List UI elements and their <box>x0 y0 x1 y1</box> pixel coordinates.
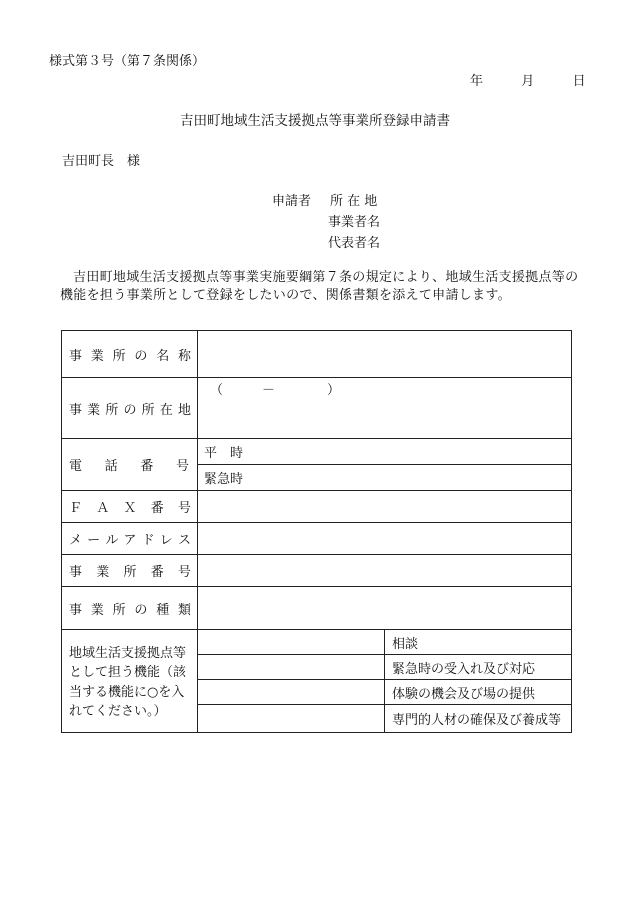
office-name-field[interactable] <box>198 331 572 378</box>
form-number: 様式第３号（第７条関係） <box>49 54 206 69</box>
phone-normal-label: 平 時 <box>204 446 244 461</box>
function-check-cell[interactable] <box>198 705 385 733</box>
fax-field[interactable] <box>198 491 572 523</box>
document-title: 吉田町地域生活支援拠点等事業所登録申請書 <box>180 113 450 129</box>
table-row <box>62 630 572 655</box>
table-row <box>62 523 572 555</box>
fax-label: Ｆ Ａ Ｘ 番 号 <box>62 491 198 523</box>
table-row <box>62 439 572 465</box>
applicant-label: 申請者 <box>272 194 312 209</box>
office-address-field[interactable] <box>198 378 572 439</box>
date-day-label: 日 <box>572 74 586 89</box>
applicant-representative-label: 代表者名 <box>328 236 381 251</box>
email-label: メ ー ル ア ド レ ス <box>62 523 198 555</box>
phone-emergency-field[interactable] <box>198 465 572 491</box>
function-check-cell[interactable] <box>198 630 385 655</box>
table-row <box>62 491 572 523</box>
phone-normal-field[interactable] <box>198 439 572 465</box>
function-item: 体験の機会及び場の提供 <box>385 680 572 705</box>
applicant-business-name-label: 事業者名 <box>328 215 381 230</box>
table-row <box>62 555 572 587</box>
table-row <box>62 378 572 439</box>
table-row <box>62 587 572 630</box>
registration-table <box>61 330 572 733</box>
office-type-label: 事 業 所 の 種 類 <box>62 587 198 630</box>
date-line <box>470 70 586 89</box>
postal-code-placeholder: （ － ） <box>210 382 341 398</box>
function-check-cell[interactable] <box>198 680 385 705</box>
office-number-field[interactable] <box>198 555 572 587</box>
application-statement: 吉田町地域生活支援拠点等事業実施要綱第７条の規定により、地域生活支援拠点等の機能を担う事業所として登録をしたいので、関係書類を添えて申請します。 <box>60 270 579 303</box>
date-year-label: 年 <box>470 74 484 89</box>
function-item: 専門的人材の確保及び養成等 <box>385 705 572 733</box>
office-type-field[interactable] <box>198 587 572 630</box>
function-item: 緊急時の受入れ及び対応 <box>385 655 572 680</box>
office-number-label: 事 業 所 番 号 <box>62 555 198 587</box>
functions-label: 地域生活支援拠点等として担う機能（該当する機能に○を入れてください。） <box>62 630 198 733</box>
function-item: 相談 <box>385 630 572 655</box>
function-check-cell[interactable] <box>198 655 385 680</box>
addressee: 吉田町長 様 <box>62 154 141 169</box>
email-field[interactable] <box>198 523 572 555</box>
applicant-address-label: 所 在 地 <box>330 194 378 209</box>
office-name-label: 事 業 所 の 名 称 <box>62 331 198 378</box>
office-address-label: 事 業 所 の 所 在 地 <box>62 378 198 439</box>
date-month-label: 月 <box>521 74 535 89</box>
phone-label: 電 話 番 号 <box>62 439 198 491</box>
table-row <box>62 331 572 378</box>
phone-emergency-label: 緊急時 <box>204 472 244 487</box>
